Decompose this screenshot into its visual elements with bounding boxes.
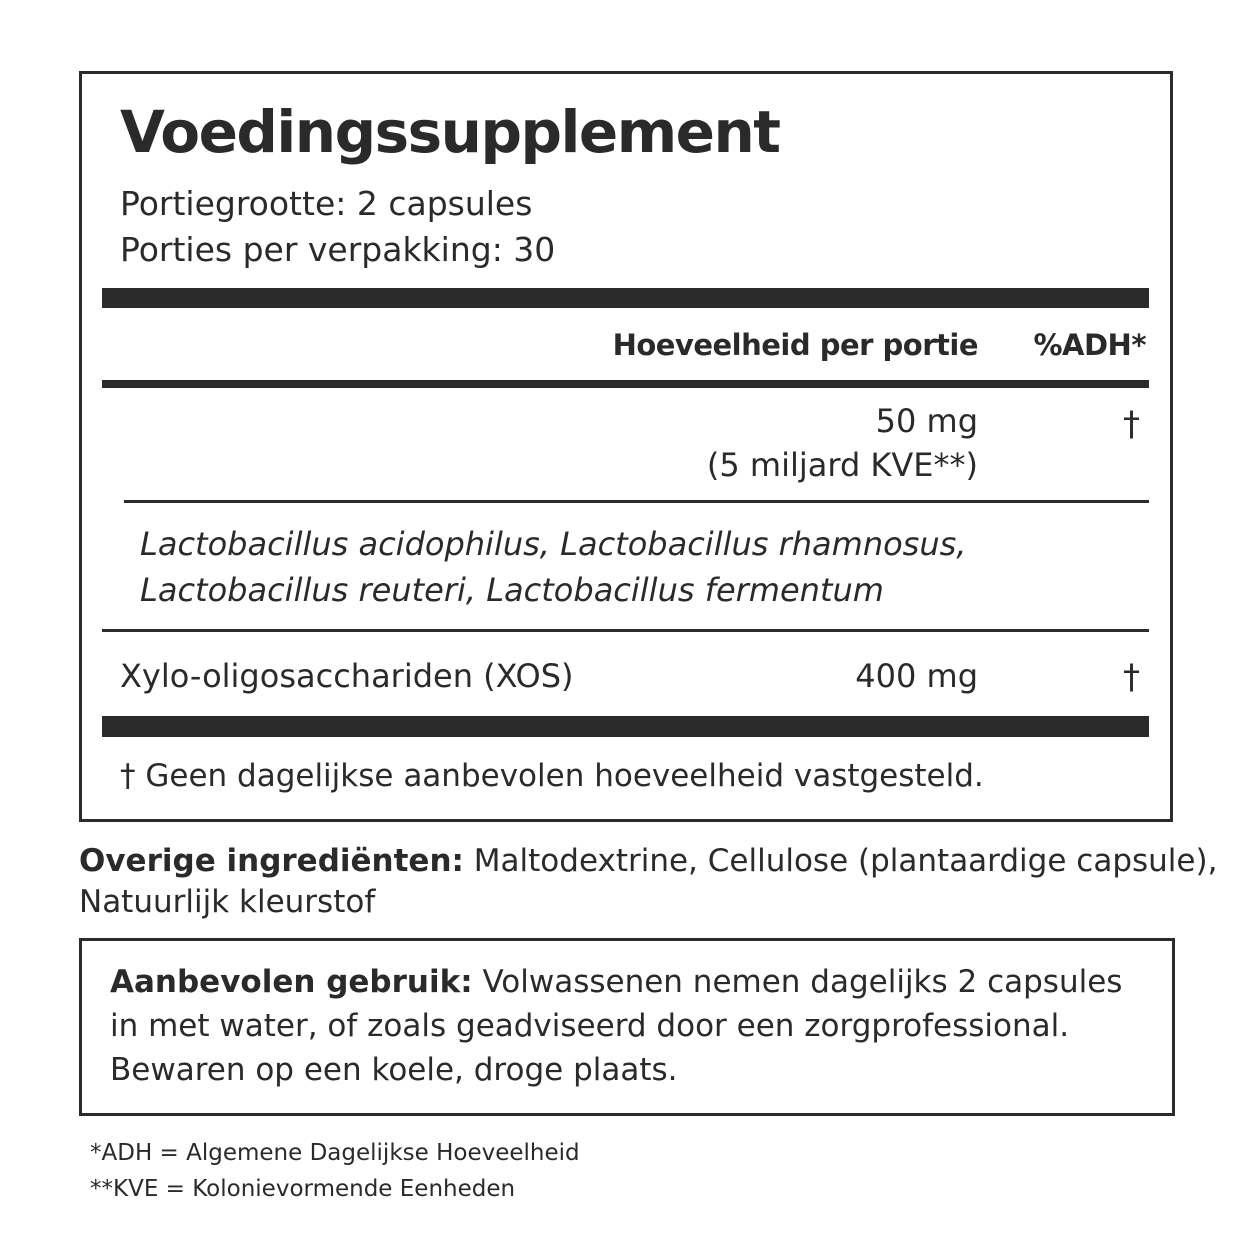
header-divider [102,380,1149,388]
usage-line-2: in met water, of zoals geadviseerd door een zorgprofessional. [110,1008,1070,1044]
xos-amount: 400 mg [855,657,978,695]
xos-rdi-dagger: † [1123,657,1140,697]
header-amount-per-serving: Hoeveelheid per portie [612,328,978,362]
usage-line-1 [110,964,1122,1000]
thick-divider-top [102,288,1149,308]
serving-size: Portiegrootte: 2 capsules [120,184,533,223]
footnote-adh: *ADH = Algemene Dagelijkse Hoeveelheid [90,1140,580,1166]
servings-per-container: Porties per verpakking: 30 [120,230,556,269]
usage-text: Volwassenen nemen dagelijks 2 capsules [472,964,1123,1000]
xos-name: Xylo-oligosacchariden (XOS) [120,657,574,695]
other-ingredients-line-1 [79,843,1217,879]
other-ingredients-line-2: Natuurlijk kleurstof [79,884,376,920]
panel-title: Voedingssupplement [120,98,780,166]
strain-divider [124,500,1149,503]
strains-line-2: Lactobacillus reuteri, Lactobacillus fermentum [140,571,884,609]
strains-line-1: Lactobacillus acidophilus, Lactobacillus rhamnosus, [140,525,967,563]
other-ingredients-label: Overige ingrediënten: [79,843,464,879]
other-ingredients-text: Maltodextrine, Cellulose (plantaardige capsule), [463,843,1218,879]
probiotic-rdi-dagger: † [1123,404,1140,444]
thick-divider-bottom [102,716,1149,737]
usage-label: Aanbevolen gebruik: [110,964,473,1000]
header-rdi: %ADH* [1033,328,1146,362]
probiotic-cfu: (5 miljard KVE**) [706,446,978,484]
row-divider [102,629,1149,632]
footnote-kve: **KVE = Kolonievormende Eenheden [90,1176,516,1202]
dagger-footnote: † Geen dagelijkse aanbevolen hoeveelheid vastgesteld. [120,758,984,794]
probiotic-amount: 50 mg [875,402,978,440]
usage-line-3: Bewaren op een koele, droge plaats. [110,1052,678,1088]
